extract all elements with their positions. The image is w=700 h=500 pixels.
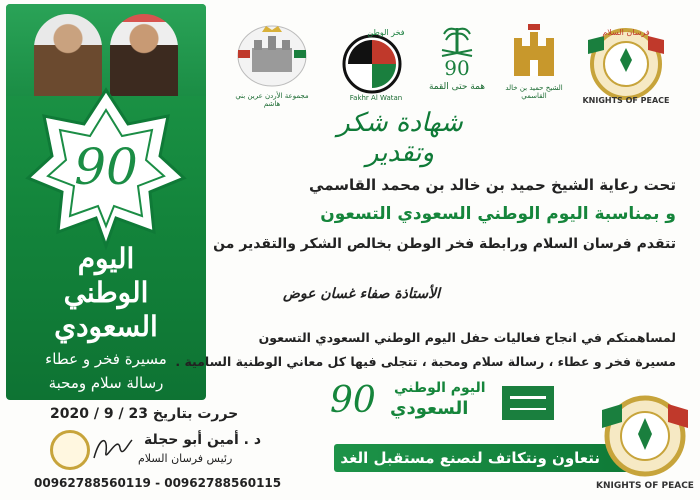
- logo2-caption: Fakhr Al Watan: [349, 94, 403, 102]
- patronage-line: تحت رعاية الشيخ حميد بن خالد بن محمد القاسمي: [309, 176, 676, 194]
- panel-title-line3: السعودي: [54, 310, 158, 343]
- sheikh-castle-logo: [506, 22, 562, 108]
- certificate-title: شهادة شكر وتقدير: [337, 108, 463, 168]
- logo3-number: 90: [444, 56, 470, 80]
- contribution-line: لمساهمتكم في انجاح فعاليات حفل اليوم الوطني السعودي التسعون: [258, 330, 676, 345]
- occasion-line: و بمناسبة اليوم الوطني السعودي التسعون: [320, 204, 676, 224]
- castle-icon: [506, 22, 562, 82]
- issue-date: حررت بتاريخ 23 / 9 / 2020: [50, 406, 239, 422]
- signatory-role: رئيس فرسان السلام: [138, 452, 233, 465]
- bottom-banner: [334, 444, 634, 472]
- star-emblem: [24, 86, 188, 250]
- signatory-name: د . أمين أبو حجلة: [144, 432, 261, 448]
- knights-of-peace-logo: [578, 22, 674, 108]
- flag-script: [510, 396, 546, 399]
- recipient-name: الأستاذة صفاء غسان عوض: [283, 286, 440, 302]
- knights-emblem-icon: [596, 384, 694, 494]
- slogan-line: مسيرة فخر و عطاء ، رسالة سلام ومحبة ، تتجلى فيها كل معاني الوطنية السامية .: [175, 354, 676, 369]
- signature-icon: [90, 430, 134, 466]
- portrait-crown-prince: [110, 14, 178, 96]
- logo1-caption: مجموعة الأردن عرين بني هاشم: [235, 92, 309, 108]
- jordan-group-logo: [232, 22, 312, 108]
- logo4-caption: الشيخ حميد بن خالد القاسمي: [505, 84, 563, 100]
- panel-slogan-line2: رسالة سلام ومحبة: [48, 374, 164, 392]
- panel-title-line1: اليوم: [77, 242, 135, 275]
- logo5-arabic: فرسان السلام: [602, 28, 650, 37]
- portrait-king: [34, 14, 102, 96]
- leaders-portraits: [6, 4, 206, 96]
- fakhr-alwatan-logo: [338, 22, 408, 108]
- saudi-flag-icon: [502, 386, 554, 420]
- logo3-caption: همة حتى القمة: [428, 82, 486, 92]
- panel-slogan-line1: مسيرة فخر و عطاء: [45, 350, 167, 368]
- national-day-number: 90: [330, 380, 376, 421]
- logo2-arabic: فخر الوطن: [367, 28, 405, 37]
- national-day-line1: اليوم الوطني: [394, 380, 486, 396]
- national-day-line2: السعودي: [390, 398, 469, 419]
- saudi-national-day-logo: [330, 378, 556, 424]
- phone-numbers: 00962788560119 - 00962788560115: [34, 476, 282, 490]
- panel-title-line2: الوطني: [63, 276, 149, 309]
- number-ninety: 90: [74, 138, 138, 196]
- thanks-line: تتقدم فرسان السلام ورابطة فخر الوطن بخالص الشكر والتقدير من: [213, 236, 676, 252]
- national-day-panel: [6, 4, 206, 400]
- logo5-caption: KNIGHTS OF PEACE: [582, 96, 670, 105]
- emblem-caption: KNIGHTS OF PEACE: [596, 481, 694, 491]
- gold-seal-icon: [50, 430, 90, 470]
- saudi-vision-90-logo: [418, 22, 496, 108]
- banner-slogan: نتعاون ونتكاتف لنصنع مستقبل الغد: [340, 449, 600, 467]
- flag-sword: [510, 408, 546, 410]
